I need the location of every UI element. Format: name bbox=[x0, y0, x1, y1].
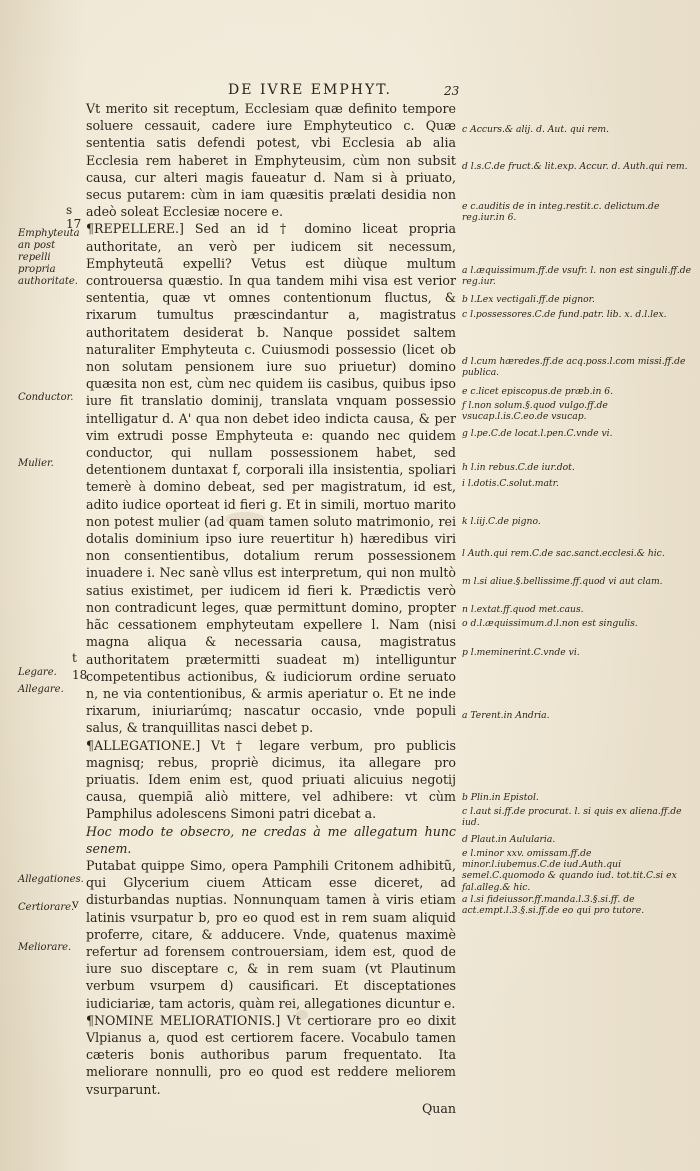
running-title: DE IVRE EMPHYT. bbox=[228, 82, 392, 98]
paragraph: ¶REPELLERE.] Sed an id † domino liceat propria authoritate, an verò per iudicem sit necessum, Emphyteutã expelli? Vetus est diùque multum controuersa quæstio. In qua tandem mihi visa est verior sententia, quæ vt omnes contentionum fluctus, & rixarum tumultus præscindantur a, magistratus authoritatem desiderat b. Nanque possidet saltem naturaliter Emphyteuta c. Cuiusmodi possessio (licet ob non solutam pensionem iure suo priuetur) domino quæsita non est, cùm nec quidem iis casibus, quibus ipso iure fit translatio dominij, translata vnquam possessio intelligatur d. A' qua non debet ideo indicta causa, & per vim extrudi posse Emphyteuta e: quando nec quidem conductor, qui nullam possessionem habet, sed detentionem duntaxat f, corporali illa insistentia, spoliari temerè à domino debeat, sed per magistratum, id est, adito iudice oporteat id fieri g. Et in simili, mortuo marito non potest mulier (ad quam tamen soluto matrimonio, rei dotalis dominium ipso iure reuertitur h) hæredibus viri non consentientibus, dotalium rerum possessionem inuadere i. Nec sanè vllus est interpretum, qui non multò satius existimet, per iudicem id fieri k. Prædictis verò non contradicunt leges, quæ permittunt domino, propter hãc cessationem emphyteutam expellere l. Nam (nisi magna aliqua & necessaria causa, magistratus authoritatem prætermitti suadeat m) intelliguntur competentibus actionibus, & iudiciorum ordine seruato n, ne via contentionibus, & armis aperiatur o. Et ne inde rixarum, iniuriarúmq; nascatur occasio, vnde populi salus, & tranquillitas nasci debet p. bbox=[86, 221, 456, 736]
note: h l.in rebus.C.de iur.dot. bbox=[462, 462, 575, 473]
note: m l.si aliue.§.bellissime.ff.quod vi aut clam. bbox=[462, 576, 663, 587]
ink-smudge bbox=[225, 512, 265, 526]
note: d l.s.C.de fruct.& lit.exp. Accur. d. Auth.qui rem. bbox=[462, 161, 688, 172]
margin-note: Emphyteuta an post repelli propria authoritate. bbox=[18, 228, 80, 287]
margin-note: Certiorare. bbox=[18, 902, 75, 913]
paper-spot bbox=[296, 1010, 308, 1020]
margin-note: Allegationes. bbox=[18, 874, 84, 885]
note: b l.Lex vectigali.ff.de pignor. bbox=[462, 294, 595, 305]
note: c Accurs.& alij. d. Aut. qui rem. bbox=[462, 124, 610, 135]
margin-note: Meliorare. bbox=[18, 942, 72, 953]
main-text-column bbox=[86, 100, 456, 1117]
note: a l.si fideiussor.ff.manda.l.3.§.si.ff. de act.empt.l.3.§.si.ff.de eo qui pro tutore. bbox=[462, 894, 645, 917]
paragraph: Putabat quippe Simo, opera Pamphili Critonem adhibitũ, qui Glycerium ciuem Atticam esse diceret, ad disturbandas nuptias. Nonnunquam tamen à viris etiam latinis vsurpatur b, pro eo quod est in rem suam aliquid proferre, citare, & adducere. Vnde, quatenus maximè refertur ad forensem controuersiam, idem est, quod de iure suo disceptare c, & in rem suam (vt Plautinum verbum vsurpem d) causificari. Et disceptationes iudiciariæ, tam actoris, quàm rei, allegationes dicuntur e. bbox=[86, 857, 456, 1011]
paragraph: Vt merito sit receptum, Ecclesiam quæ definito tempore soluere cessauit, cadere iure Emphyteutico c. Quæ sententia satis defendi potest, vbi Ecclesia ab alia Ecclesia rem haberet in Emphyteusim, cùm non subsit causa, cur alteri magis faueatur d. Nam si à priuato, secus putarem: cùm in iam quæsitis prælati desidia non adeò soleat Ecclesiæ nocere e. bbox=[86, 101, 456, 220]
note: d Plaut.in Aulularia. bbox=[462, 834, 556, 845]
note: d l.cum hæredes.ff.de acq.poss.l.com missi.ff.de publica. bbox=[462, 356, 686, 379]
note: a Terent.in Andria. bbox=[462, 710, 550, 721]
note: i l.dotis.C.solut.matr. bbox=[462, 478, 559, 489]
section-marker: s 17 bbox=[66, 203, 82, 231]
note: n l.extat.ff.quod met.caus. bbox=[462, 604, 584, 615]
margin-note: Mulier. bbox=[18, 458, 54, 469]
note: c l.possessores.C.de fund.patr. lib. x. d.l.lex. bbox=[462, 309, 667, 320]
paragraph: ¶ALLEGATIONE.] Vt † legare verbum, pro publicis magnisq; rebus, propriè dicimus, ita allegare pro priuatis. Idem enim est, quod priuati alicuius negotij causa, quempiã aliò mittere, vel adhibere: vt cùm Pamphilus adolescens Simoni patri dicebat a. bbox=[86, 737, 456, 822]
quotation: Hoc modo te obsecro, ne credas à me allegatum hunc senem. bbox=[86, 823, 456, 856]
note: f l.non solum.§.quod vulgo.ff.de vsucap.l.is.C.eo.de vsucap. bbox=[462, 400, 608, 423]
note: b Plin.in Epistol. bbox=[462, 792, 539, 803]
paragraph: ¶NOMINE MELIORATIONIS.] Vt certiorare pro eo dixit Vlpianus a, quod est certiorem facere. Vocabulo tamen cæteris bonis authoribus parum frequentato. Ita meliorare nonnulli, pro eo quod est reddere meliorem vsurparunt. bbox=[86, 1012, 456, 1097]
section-marker: v bbox=[72, 897, 79, 911]
page-number: 23 bbox=[444, 84, 460, 98]
note: e c.licet episcopus.de præb.in 6. bbox=[462, 386, 614, 397]
note: o d.l.æquissimum.d.l.non est singulis. bbox=[462, 618, 638, 629]
catchword: Quan bbox=[421, 1100, 456, 1116]
note: k l.iij.C.de pigno. bbox=[462, 516, 541, 527]
note: l Auth.qui rem.C.de sac.sanct.ecclesi.& hic. bbox=[462, 548, 665, 559]
section-marker: t bbox=[72, 651, 77, 665]
note: g l.pe.C.de locat.l.pen.C.vnde vi. bbox=[462, 428, 613, 439]
note: e l.minor xxv. omissam.ff.de minor.l.iubemus.C.de iud.Auth.qui semel.C.quomodo & quando iud. tot.tit.C.si ex fal.alleg.& hic. bbox=[462, 848, 677, 893]
margin-note: Allegare. bbox=[18, 684, 64, 695]
note: e c.auditis de in integ.restit.c. delictum.de reg.iur.in 6. bbox=[462, 201, 660, 224]
note: c l.aut si.ff.de procurat. l. si quis ex aliena.ff.de iud. bbox=[462, 806, 682, 829]
margin-note: Conductor. bbox=[18, 392, 74, 403]
note: a l.æquissimum.ff.de vsufr. l. non est singuli.ff.de reg.iur. bbox=[462, 265, 692, 288]
note: p l.meminerint.C.vnde vi. bbox=[462, 647, 580, 658]
section-marker: 18 bbox=[72, 668, 88, 682]
margin-note: Legare. bbox=[18, 667, 57, 678]
